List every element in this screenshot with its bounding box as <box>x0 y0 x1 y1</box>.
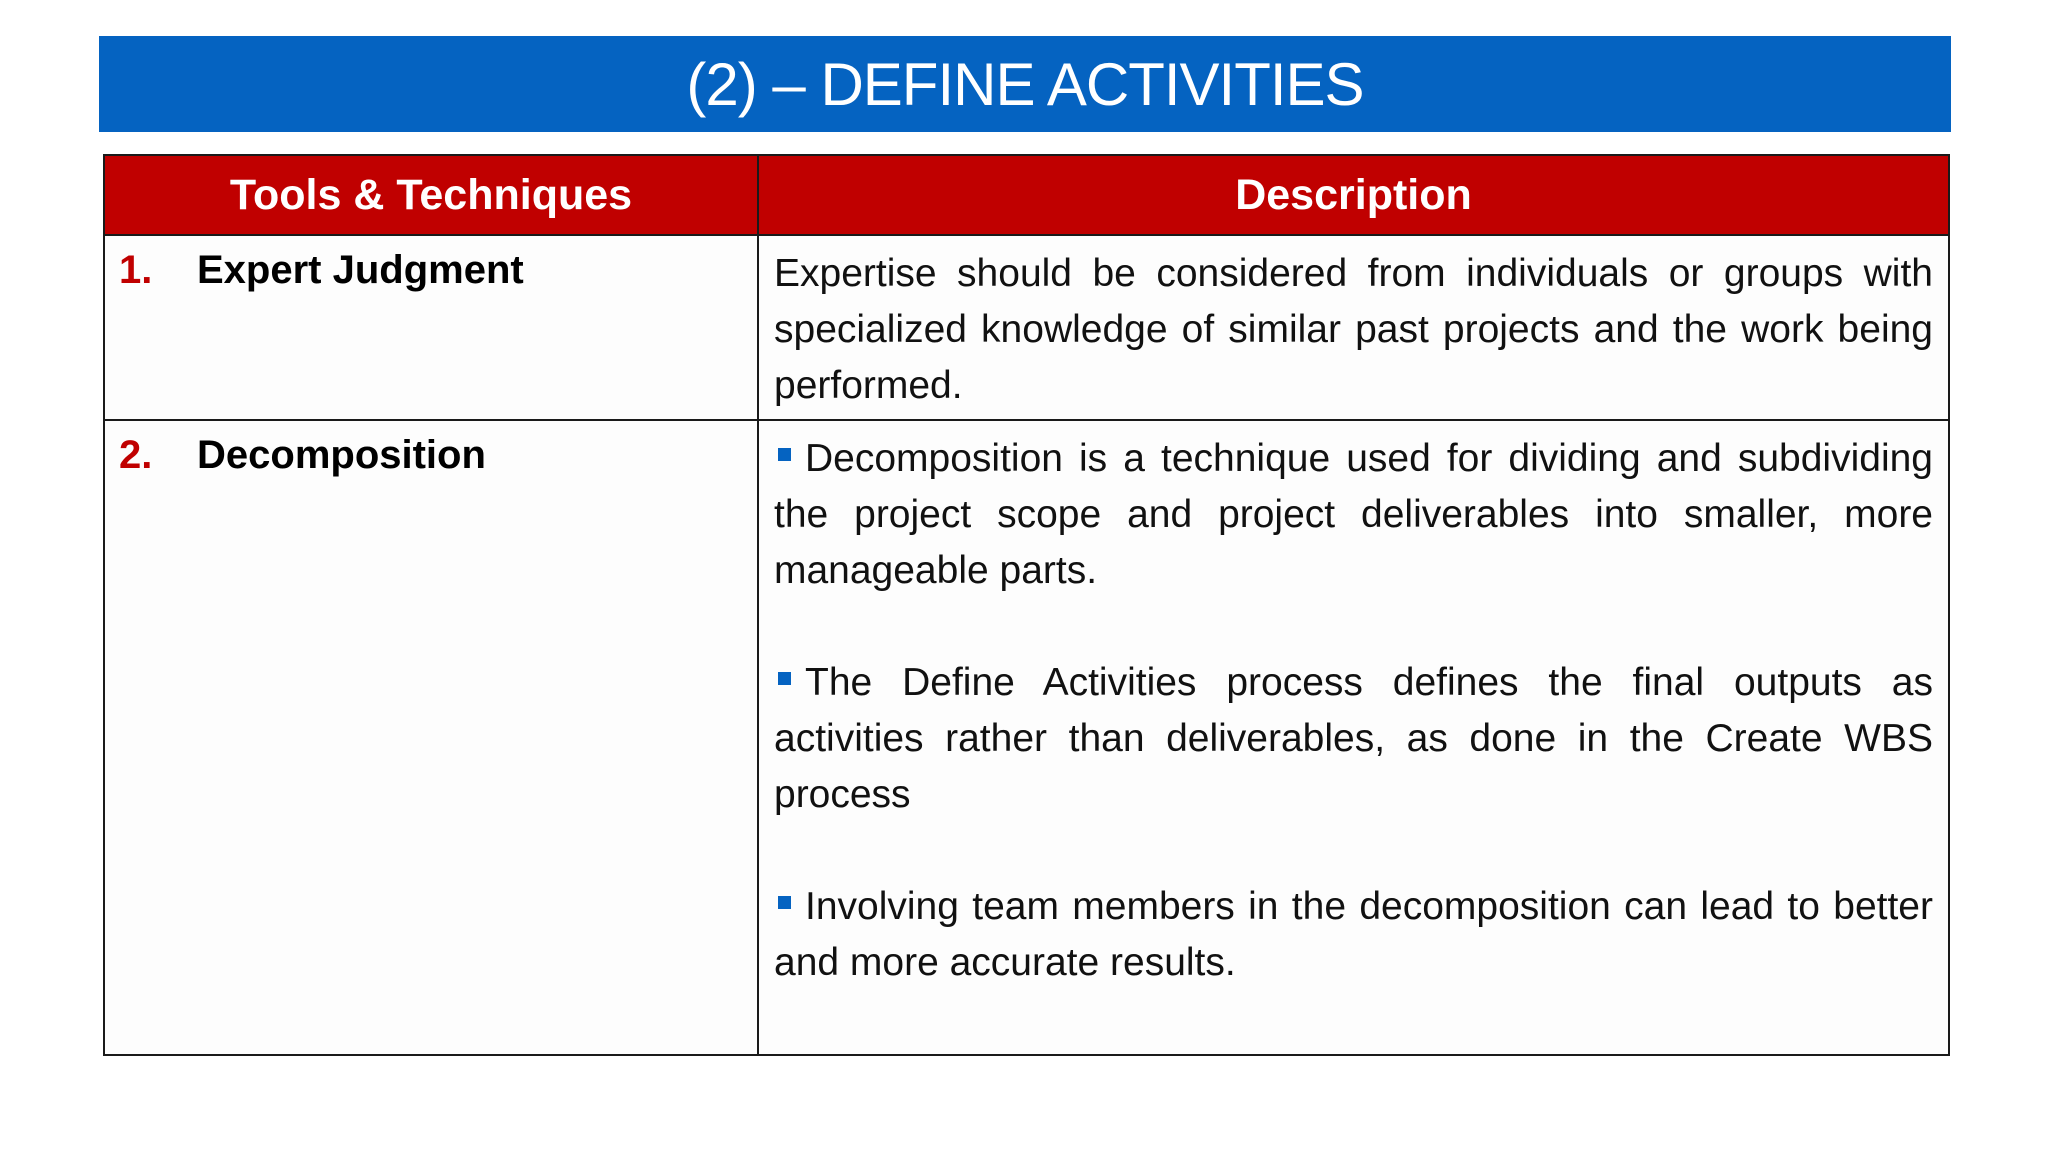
table-row <box>104 235 1949 420</box>
bullet-text: Decomposition is a technique used for dividing and subdividing the project scope and project deliverables into smaller, more manageable parts. <box>774 437 1933 592</box>
row-number: 2. <box>119 433 153 477</box>
description-cell-expert-judgment <box>758 235 1949 420</box>
bullet-item <box>774 879 1933 991</box>
square-bullet-icon <box>778 672 791 685</box>
tool-cell-expert-judgment <box>104 235 758 420</box>
description-cell-decomposition <box>758 420 1949 1055</box>
expert-judgment-description: Expertise should be considered from individuals or groups with specialized knowledge of similar past projects and the work being performed. <box>774 252 1933 407</box>
tools-techniques-table <box>103 154 1950 1056</box>
bullet-text: The Define Activities process defines the final outputs as activities rather than deliverables, as done in the Create WBS process <box>774 661 1933 816</box>
bullet-text: Involving team members in the decomposition can lead to better and more accurate results. <box>774 885 1933 984</box>
slide-title: (2) – DEFINE ACTIVITIES <box>686 50 1364 118</box>
square-bullet-icon <box>778 896 791 909</box>
title-bar <box>99 36 1951 132</box>
tool-name-decomposition: Decomposition <box>197 433 486 477</box>
header-description: Description <box>758 155 1949 235</box>
header-tools-techniques: Tools & Techniques <box>104 155 758 235</box>
bullet-item <box>774 655 1933 823</box>
bullet-item <box>774 431 1933 599</box>
row-number: 1. <box>119 248 153 292</box>
tool-name-expert-judgment: Expert Judgment <box>197 248 524 292</box>
tool-cell-decomposition <box>104 420 758 1055</box>
table-row <box>104 420 1949 1055</box>
square-bullet-icon <box>778 448 791 461</box>
table-header-row <box>104 155 1949 235</box>
